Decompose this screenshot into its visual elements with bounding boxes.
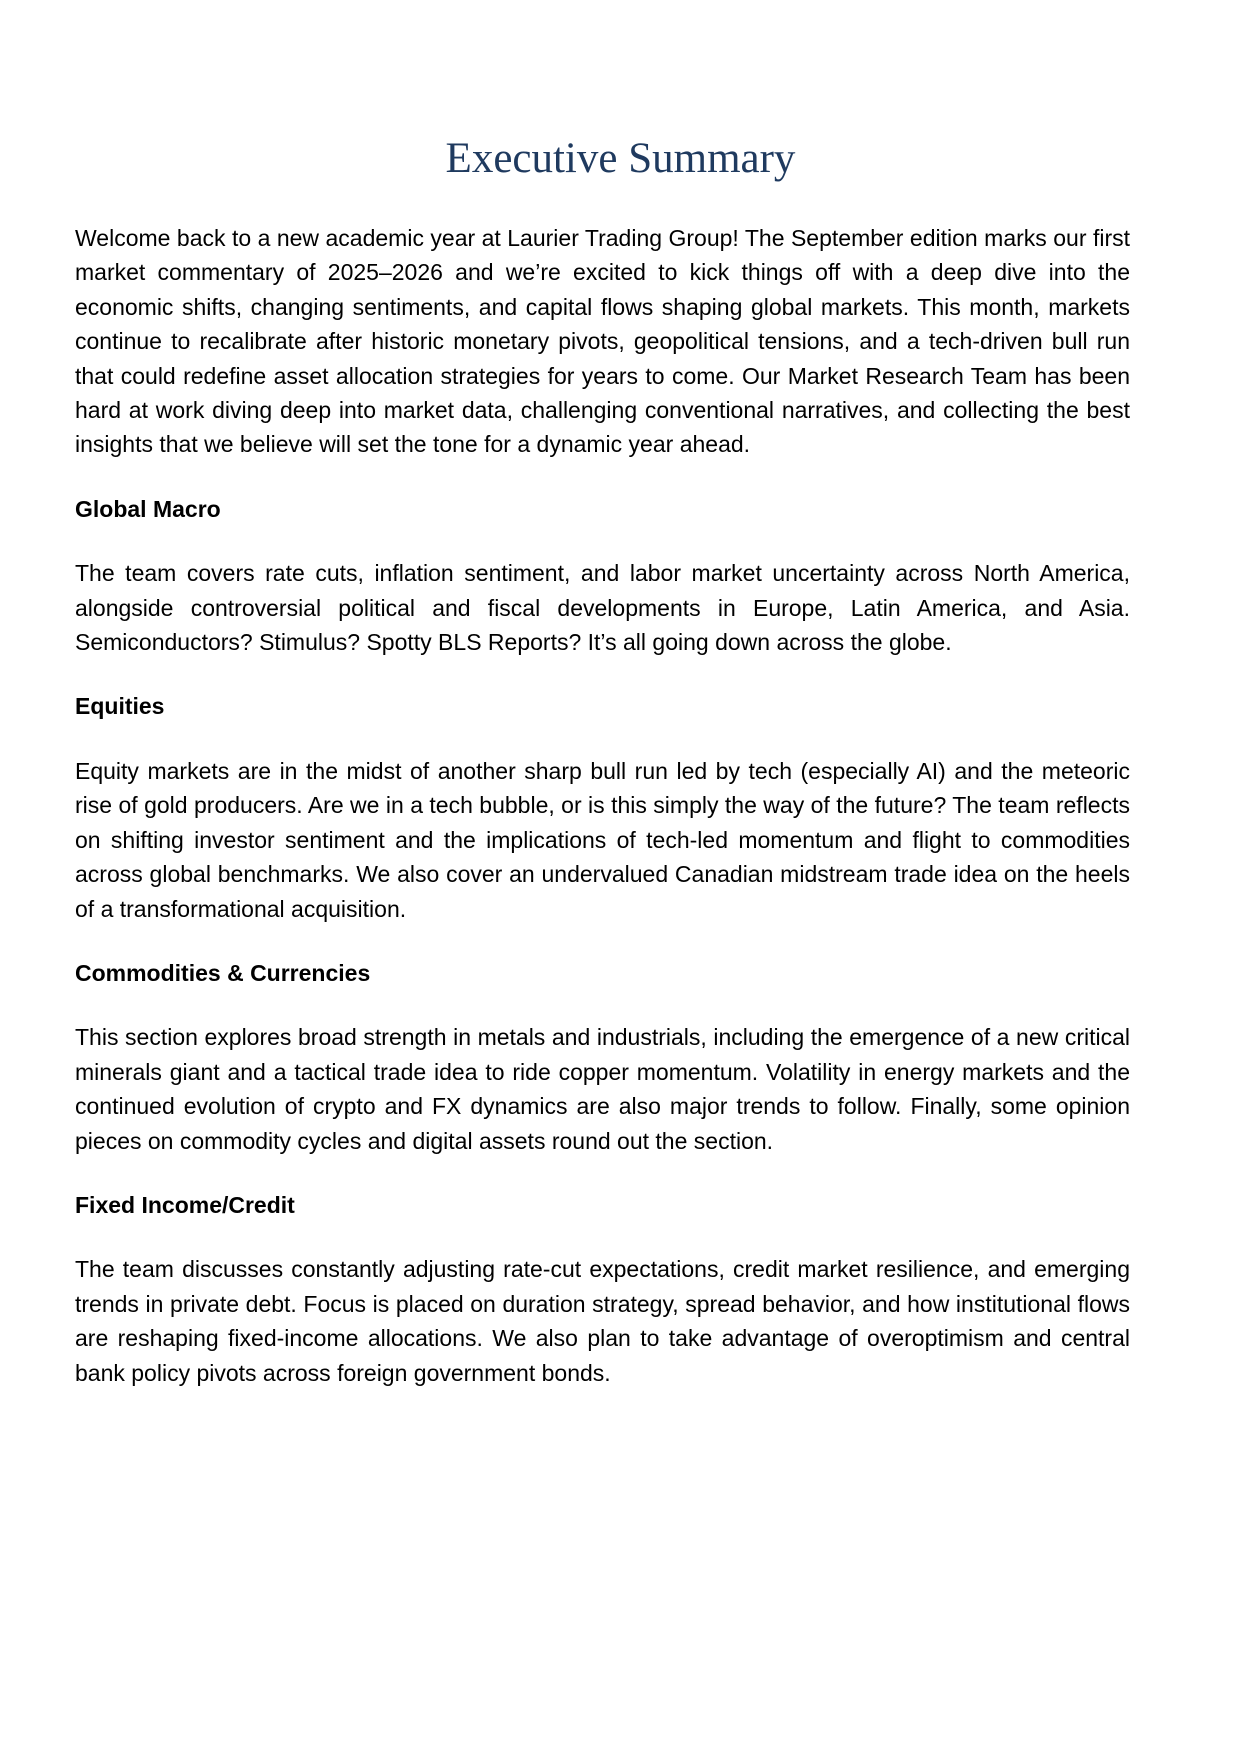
intro-paragraph: Welcome back to a new academic year at Laurier Trading Group! The September edition marks our first market commentary of 2025–2026 and we’re excited to kick things off with a deep dive into the economic shifts, changing sentiments, and capital flows shaping global markets. This month, markets continue to recalibrate after historic monetary pivots, geopolitical tensions, and a tech-driven bull run that could redefine asset allocation strategies for years to come. Our Market Research Team has been hard at work diving deep into market data, challenging conventional narratives, and collecting the best insights that we believe will set the tone for a dynamic year ahead. — [75, 225, 1130, 458]
section-body-commodities-currencies: This section explores broad strength in metals and industrials, including the emergence of a new critical minerals giant and a tactical trade idea to ride copper momentum. Volatility in energy markets and the continued evolution of crypto and FX dynamics are also major trends to follow. Finally, some opinion pieces on commodity cycles and digital assets round out the section. — [75, 1024, 1130, 1154]
page-title: Executive Summary — [445, 135, 796, 182]
section-heading-commodities-currencies: Commodities & Currencies — [75, 959, 371, 986]
section-body-global-macro: The team covers rate cuts, inflation sentiment, and labor market uncertainty across North America, alongside controversial political and fiscal developments in Europe, Latin America, and Asia. Semiconductors? Stimulus? Spotty BLS Reports? It’s all going down across the globe. — [75, 560, 1130, 656]
section-body-fixed-income-credit: The team discusses constantly adjusting rate-cut expectations, credit market resilience, and emerging trends in private debt. Focus is placed on duration strategy, spread behavior, and how institutional flows are reshaping fixed-income allocations. We also plan to take advantage of overoptimism and central bank policy pivots across foreign government bonds. — [75, 1256, 1130, 1386]
section-heading-equities: Equities — [75, 693, 165, 720]
section-heading-global-macro: Global Macro — [75, 495, 221, 522]
section-heading-fixed-income-credit: Fixed Income/Credit — [75, 1191, 295, 1218]
section-body-equities: Equity markets are in the midst of another sharp bull run led by tech (especially AI) and the meteoric rise of gold producers. Are we in a tech bubble, or is this simply the way of the future? The team reflects on shifting investor sentiment and the implications of tech-led momentum and flight to commodities across global benchmarks. We also cover an undervalued Canadian midstream trade idea on the heels of a transformational acquisition. — [75, 757, 1130, 922]
document-body — [75, 221, 1130, 1390]
